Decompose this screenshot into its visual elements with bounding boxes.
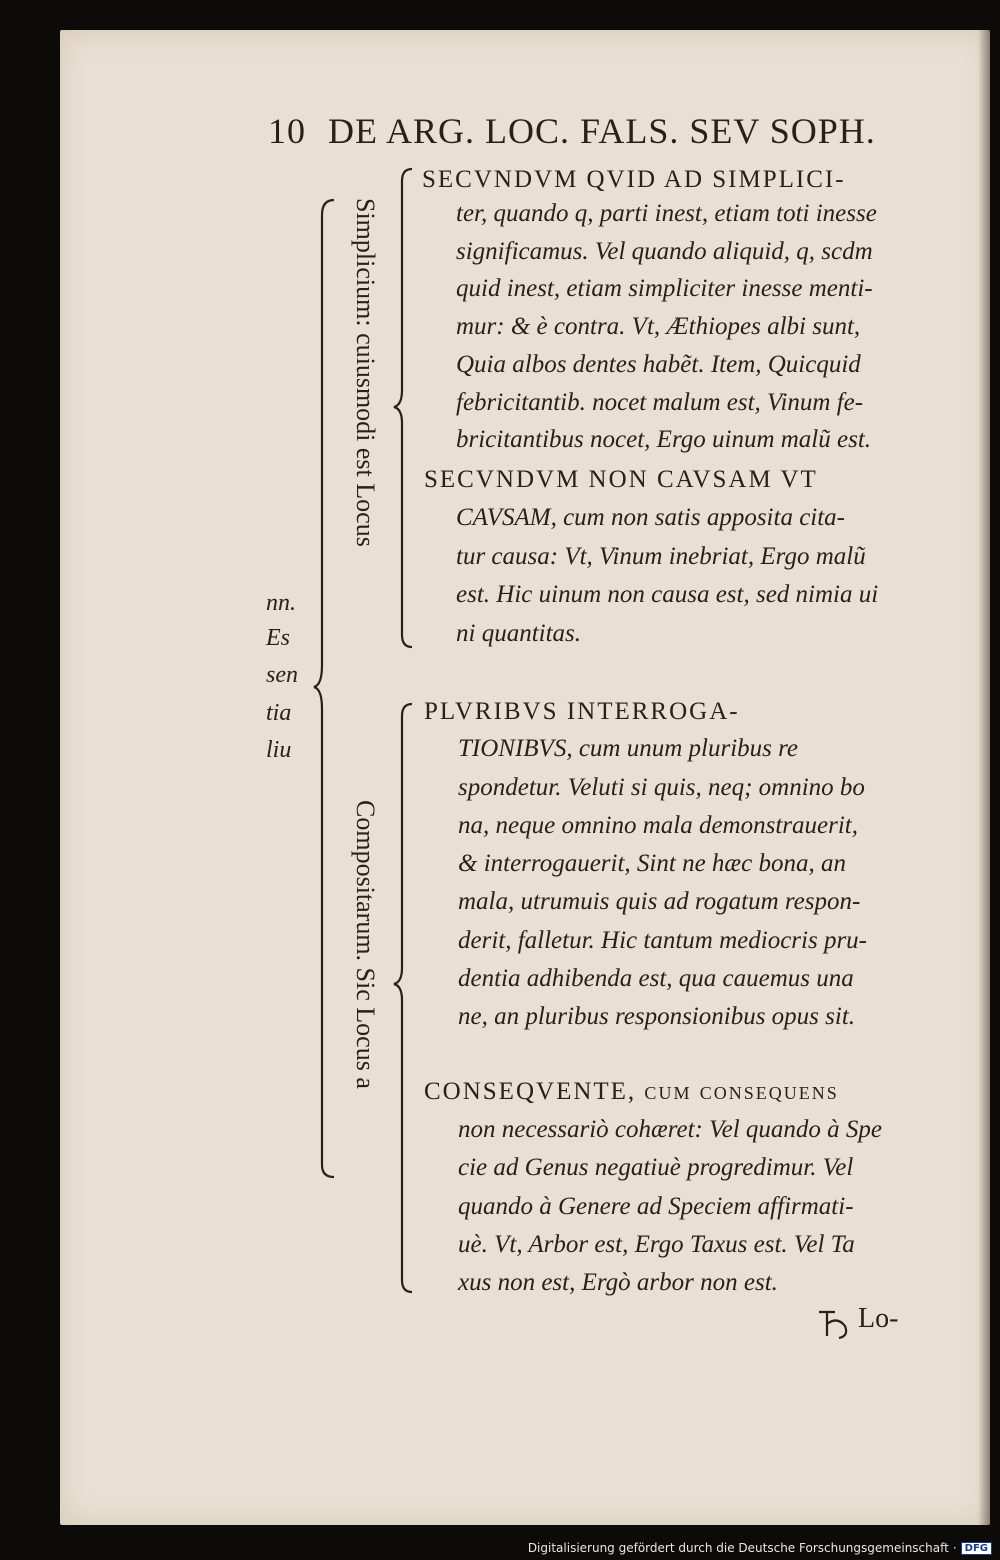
catchword: Lo- xyxy=(858,1303,899,1334)
section1-line-1: SECVNDVM QVID AD SIMPLICI- xyxy=(422,166,846,193)
footer-text: Digitalisierung gefördert durch die Deutsche Forschungsgemeinschaft xyxy=(527,1541,949,1555)
section3-line-7: derit, falletur. Hic tantum mediocris pru- xyxy=(458,927,867,954)
section2-line-5: ni quantitas. xyxy=(456,620,582,647)
section4-line-3: cie ad Genus negatiuè progredimur. Vel xyxy=(458,1154,854,1181)
margin-word: nn. xyxy=(266,590,296,616)
section2-line-2: CAVSAM, cum non satis apposita cita- xyxy=(456,504,846,531)
section3-line-1: PLVRIBVS INTERROGA- xyxy=(424,698,740,725)
margin-word: Es xyxy=(266,625,290,651)
section3-line-3: spondetur. Veluti si quis, neq; omnino bo xyxy=(458,774,865,801)
section3-line-4: na, neque omnino mala demonstrauerit, xyxy=(458,812,858,839)
vertical-label-simplicium: Simplicium: cuiusmodi est Locus xyxy=(351,198,380,547)
margin-word: tia xyxy=(266,700,292,726)
section1-line-3: significamus. Vel quando aliquid, q, scdm xyxy=(456,238,873,265)
section3-line-2: TIONIBVS, cum unum pluribus re xyxy=(458,735,799,762)
section2-line-1: SECVNDVM NON CAVSAM VT xyxy=(424,466,818,493)
upper-brace xyxy=(388,165,418,655)
lower-brace xyxy=(388,700,418,1300)
running-title: DE ARG. LOC. FALS. SEV SOPH. xyxy=(328,111,876,151)
section1-line-4: quid inest, etiam simpliciter inesse menti- xyxy=(456,275,873,302)
printers-mark-icon xyxy=(815,1306,853,1342)
section1-line-7: febricitantib. nocet malum est, Vinum fe- xyxy=(456,389,864,416)
digitization-footer: Digitalisierung gefördert durch die Deutsche Forschungsgemeinschaft · DFG xyxy=(528,1541,992,1555)
dfg-logo: DFG xyxy=(961,1542,992,1555)
section4-line-4: quando à Genere ad Speciem affirmati- xyxy=(458,1193,854,1220)
section1-line-8: bricitantibus nocet, Ergo uinum malũ est. xyxy=(456,426,872,453)
page-number: 10 xyxy=(268,111,306,151)
section4-line-2: non necessariò cohæret: Vel quando à Spe xyxy=(458,1116,882,1143)
outer-brace xyxy=(312,195,342,1185)
section4-line-1: CONSEQVENTE, cum consequens xyxy=(424,1078,839,1105)
section2-line-4: est. Hic uinum non causa est, sed nimia ui xyxy=(456,581,879,608)
section3-line-6: mala, utrumuis quis ad rogatum respon- xyxy=(458,888,861,915)
section3-line-8: dentia adhibenda est, qua cauemus una xyxy=(458,965,854,992)
section3-line-5: & interrogauerit, Sint ne hæc bona, an xyxy=(458,850,846,877)
section4-line-5: uè. Vt, Arbor est, Ergo Taxus est. Vel Ta xyxy=(458,1231,855,1258)
vertical-label-compositarum: Compositarum. Sic Locus a xyxy=(351,800,380,1089)
section1-line-5: mur: & è contra. Vt, Æthiopes albi sunt, xyxy=(456,313,861,340)
margin-word: liu xyxy=(266,737,292,763)
spine-shadow xyxy=(978,30,990,1525)
margin-word: sen xyxy=(266,662,298,688)
section1-line-6: Quia albos dentes habẽt. Item, Quicquid xyxy=(456,351,861,378)
section2-line-3: tur causa: Vt, Vinum inebriat, Ergo malũ xyxy=(456,543,866,570)
section3-line-9: ne, an pluribus responsionibus opus sit. xyxy=(458,1003,856,1030)
section4-line-6: xus non est, Ergò arbor non est. xyxy=(458,1269,778,1296)
section1-line-2: ter, quando q, parti inest, etiam toti inesse xyxy=(456,200,877,227)
